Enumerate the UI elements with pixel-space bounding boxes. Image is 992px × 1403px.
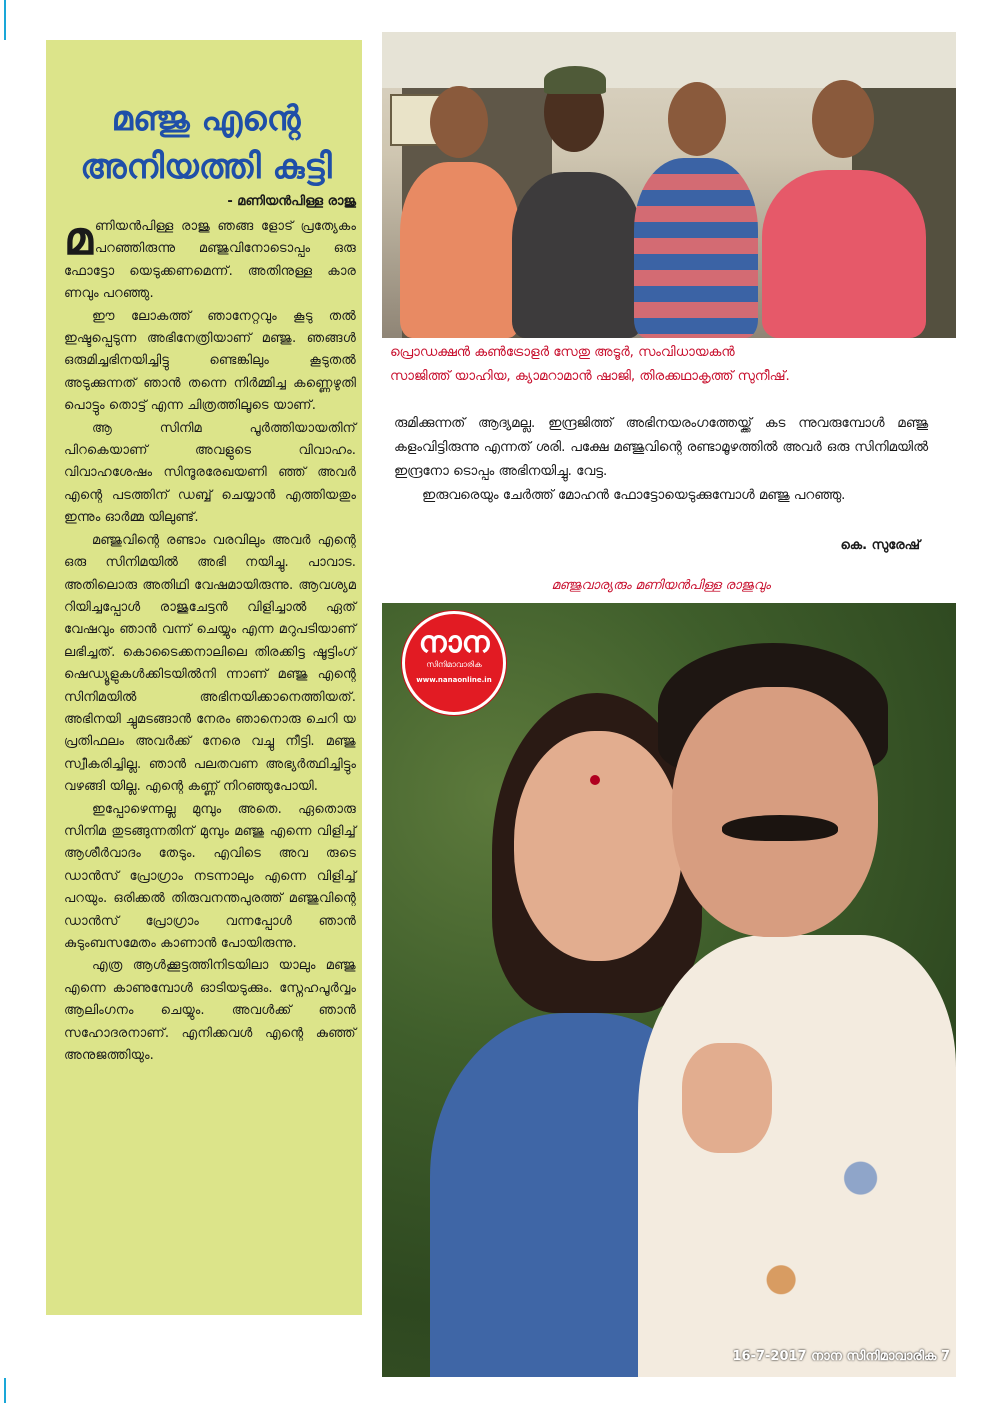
edge-mark-bottom — [4, 1378, 6, 1403]
person-4-head — [812, 80, 874, 158]
article-paragraph: മണിയൻപിള്ള രാജു ഞങ്ങ ളോട് പ്രത്യേകം പറഞ്ഞിരുന്നു മഞ്ജുവിനോടൊപ്പം ഒരു ഫോട്ടോ യെടുക്കണമെന്ന്. അതിനുള്ള കാര ണവും പറഞ്ഞു. — [64, 211, 356, 302]
person-2 — [512, 172, 642, 338]
person-3 — [634, 158, 758, 338]
headline-line-1: മഞ്ജു എന്റെ — [111, 99, 301, 139]
photo-credit: കെ. സുരേഷ് — [840, 538, 920, 553]
article-paragraph: മഞ്ജുവിന്റെ രണ്ടാം വരവിലും അവർ എന്റെ ഒരു സിനിമയിൽ അഭി നയിച്ചു. പാവാട. അതിലൊരു അതിഥി വേഷമായിരുന്നു. ആവശ്യമ റിയിച്ചപ്പോൾ രാജുചേട്ടൻ വിളിച്ചാൽ ഏത് വേഷവും ഞാൻ വന്ന് ചെയ്യും എന്ന മറുപടിയാണ് ലഭിച്ചത്. കൊടൈക്കനാലിലെ തിരക്കിട്ട ഷൂട്ടിംഗ് ഷെഡ്യൂളുകൾക്കിടയിൽനി ന്നാണ് മഞ്ജു എന്റെ സിനിമയിൽ അഭിനയിക്കാനെത്തിയത്. അഭിനയി ച്ചുമടങ്ങാൻ നേരം ഞാനൊരു ചെറി യ പ്രതിഫലം അവർക്ക് നേരെ വച്ചു നീട്ടി. മഞ്ജു സ്വീകരിച്ചില്ല. ഞാൻ പലതവണ അഭ്യർത്ഥിച്ചിട്ടും വഴങ്ങി യില്ല. എന്റെ കണ്ണ് നിറഞ്ഞുപോയി. — [64, 532, 356, 795]
woman-hand — [682, 1043, 772, 1153]
group-photo-caption — [390, 341, 956, 389]
page-footer: 16-7-2017 നാന സിനിമാവാരിക 7 — [732, 1349, 950, 1364]
photo-wall — [382, 32, 956, 88]
drop-cap: മ — [64, 211, 93, 265]
caption-line-1: പ്രൊഡക്ഷൻ കൺട്രോളർ സേതു അടൂർ, സംവിധായകൻ — [390, 345, 735, 360]
edge-mark-top — [4, 0, 6, 40]
logo-tagline: സിനിമാവാരിക — [426, 660, 482, 669]
logo-name: നാന — [418, 625, 490, 660]
right-column-text — [394, 412, 928, 508]
bindi — [590, 775, 600, 785]
article-paragraph: ആ സിനിമ പൂർത്തിയായതിന് പിറകെയാണ് അവളുടെ വിവാഹം. വിവാഹശേഷം സിന്ദൂരരേഖയണി ഞ്ഞ് അവർ എന്റെ പടത്തിന് ഡബ്ബ് ചെയ്യാൻ എത്തിയതും ഇന്നും ഓർമ്മ യിലുണ്ട്. — [64, 420, 356, 526]
article-body — [64, 211, 356, 1067]
right-paragraph: ഇരുവരെയും ചേർത്ത് മോഹൻ ഫോട്ടോയെടുക്കുമ്പോൾ മഞ്ജു പറഞ്ഞു. — [422, 488, 846, 503]
article-byline: - മണിയൻപിള്ള രാജു — [227, 194, 356, 209]
man-figure — [638, 935, 956, 1377]
person-1-head — [430, 86, 488, 158]
woman-face — [514, 731, 682, 961]
article-headline — [60, 95, 352, 191]
main-photo — [382, 603, 956, 1377]
main-photo-caption: മഞ്ജുവാര്യരും മണിയൻപിള്ള രാജുവും — [551, 578, 771, 593]
logo-url: www.nanaonline.in — [416, 676, 492, 684]
article-paragraph: എത്ര ആൾക്കൂട്ടത്തിനിടയിലാ യാലും മഞ്ജു എന്നെ കാണുമ്പോൾ ഓടിയടുക്കും. സ്നേഹപൂർവ്വം ആലിംഗനം ചെയ്യും. അവൾക്ക് ഞാൻ സഹോദരനാണ്. എനിക്കവൾ എന്റെ കുഞ്ഞ് അനുജത്തിയും. — [64, 958, 356, 1064]
man-face — [672, 687, 878, 937]
mustache — [722, 815, 838, 841]
headline-line-2: അനിയത്തി കുട്ടി — [80, 147, 332, 187]
person-2-cap — [544, 66, 606, 94]
group-photo — [382, 32, 956, 338]
article-paragraph: ഇപ്പോഴെന്നല്ല മുമ്പും അതെ. ഏതൊരു സിനിമ തുടങ്ങുന്നതിന് മുമ്പും മഞ്ജു എന്നെ വിളിച്ച് ആശീർവാദം തേടും. എവിടെ അവ രുടെ ഡാൻസ് പ്രോഗ്രാം നടന്നാലും എന്നെ വിളിച്ച് പറയും. ഒരിക്കൽ തിരുവനന്തപുരത്ത് മഞ്ജുവിന്റെ ഡാൻസ് പ്രോഗ്രാം വന്നപ്പോൾ ഞാൻ കുടുംബസമേതം കാണാൻ പോയിരുന്നു. — [64, 801, 356, 951]
right-paragraph: രുമിക്കുന്നത് ആദ്യമല്ല. ഇന്ദ്രജിത്ത് അഭിനയരംഗത്തേയ്ക്ക് കട ന്നുവരുമ്പോൾ മഞ്ജു കളംവിട്ടിരുന്നു എന്നത് ശരി. പക്ഷേ മഞ്ജുവിന്റെ രണ്ടാമൂഴത്തിൽ അവർ ഒരു സിനിമയിൽ ഇന്ദ്രനോ ടൊപ്പം അഭിനയിച്ചു. വേട്ട. — [394, 416, 928, 479]
article-paragraph: ഈ ലോകത്ത് ഞാനേറ്റവും കൂടു തൽ ഇഷ്ടപ്പെടുന്ന അഭിനേത്രിയാണ് മഞ്ജു. ഞങ്ങൾ ഒരുമിച്ചഭിനയിച്ചിട്ടു ണ്ടെങ്കിലും കൂടുതൽ അടുക്കുന്നത് ഞാൻ തന്നെ നിർമ്മിച്ച കണ്ണെഴുതി പൊട്ടും തൊട്ട് എന്ന ചിത്രത്തിലൂടെ യാണ്. — [64, 308, 356, 414]
nana-logo — [402, 611, 506, 715]
person-4 — [762, 170, 926, 338]
person-3-head — [668, 82, 726, 156]
person-1 — [400, 162, 520, 338]
caption-line-2: സാജിത്ത് യാഹിയ, ക്യാമറാമാൻ ഷാജി, തിരക്കഥാകൃത്ത് സുനീഷ്. — [390, 369, 790, 384]
